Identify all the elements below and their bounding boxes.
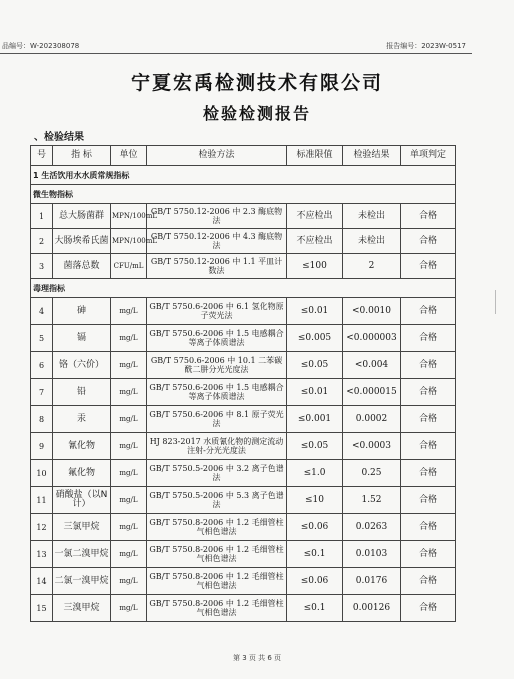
cell-verdict: 合格: [401, 298, 456, 325]
cell-verdict: 合格: [401, 433, 456, 460]
cell-method: GB/T 5750.8-2006 中 1.2 毛细管柱气相色谱法: [147, 595, 287, 622]
col-no: 号: [31, 146, 53, 166]
cell-name: 三氯甲烷: [53, 514, 111, 541]
cell-method: GB/T 5750.6-2006 中 8.1 原子荧光法: [147, 406, 287, 433]
cell-unit: mg/L: [111, 595, 147, 622]
cell-name: 铬（六价）: [53, 352, 111, 379]
cell-method: GB/T 5750.5-2006 中 3.2 离子色谱法: [147, 460, 287, 487]
group-row: [31, 185, 456, 204]
sample-number: 品编号：W-202308078: [2, 42, 80, 50]
report-title: 检验检测报告: [202, 104, 311, 123]
cell-method: GB/T 5750.8-2006 中 1.2 毛细管柱气相色谱法: [147, 514, 287, 541]
cell-name: 氟化物: [53, 460, 111, 487]
cell-limit: ≤0.06: [287, 568, 343, 595]
cell-verdict: 合格: [401, 325, 456, 352]
cell-no: 5: [31, 325, 53, 352]
header-divider: [0, 53, 472, 54]
cell-no: 12: [31, 514, 53, 541]
cell-name: 氰化物: [53, 433, 111, 460]
edge-mark: [495, 290, 500, 314]
cell-result: <0.0003: [343, 433, 401, 460]
table-row: [31, 352, 456, 379]
cell-result: 0.0103: [343, 541, 401, 568]
table-row: [31, 487, 456, 514]
cell-method: GB/T 5750.5-2006 中 5.3 离子色谱法: [147, 487, 287, 514]
cell-method: GB/T 5750.6-2006 中 1.5 电感耦合等离子体质谱法: [147, 379, 287, 406]
cell-unit: mg/L: [111, 433, 147, 460]
cell-no: 15: [31, 595, 53, 622]
report-number: 报告编号：2023W-0517: [386, 42, 466, 50]
cell-verdict: 合格: [401, 568, 456, 595]
cell-name: 三溴甲烷: [53, 595, 111, 622]
cell-verdict: 合格: [401, 352, 456, 379]
cell-name: 汞: [53, 406, 111, 433]
cell-name: 硝酸盐（以N计）: [53, 487, 111, 514]
cell-limit: ≤0.001: [287, 406, 343, 433]
cell-name: 菌落总数: [53, 254, 111, 279]
cell-limit: ≤0.05: [287, 352, 343, 379]
cell-result: 0.00126: [343, 595, 401, 622]
cell-unit: mg/L: [111, 568, 147, 595]
cell-unit: mg/L: [111, 379, 147, 406]
cell-no: 8: [31, 406, 53, 433]
cell-no: 2: [31, 229, 53, 254]
cell-no: 9: [31, 433, 53, 460]
table-row: [31, 514, 456, 541]
results-table: [30, 145, 456, 622]
cell-verdict: 合格: [401, 229, 456, 254]
table-row: [31, 595, 456, 622]
table-row: [31, 433, 456, 460]
cell-limit: ≤0.06: [287, 514, 343, 541]
col-indicator: 指 标: [53, 146, 111, 166]
table-row: [31, 204, 456, 229]
cell-method: HJ 823-2017 水质氰化物的测定流动注射-分光光度法: [147, 433, 287, 460]
cell-unit: mg/L: [111, 325, 147, 352]
table-row: [31, 379, 456, 406]
cell-name: 二氯一溴甲烷: [53, 568, 111, 595]
cell-limit: ≤0.01: [287, 298, 343, 325]
cell-result: <0.000015: [343, 379, 401, 406]
cell-limit: ≤0.01: [287, 379, 343, 406]
cell-no: 10: [31, 460, 53, 487]
cell-verdict: 合格: [401, 379, 456, 406]
cell-no: 1: [31, 204, 53, 229]
cell-unit: MPN/100mL: [111, 229, 147, 254]
cell-unit: mg/L: [111, 487, 147, 514]
group-label: 毒理指标: [31, 279, 456, 298]
cell-verdict: 合格: [401, 487, 456, 514]
cell-no: 7: [31, 379, 53, 406]
cell-no: 13: [31, 541, 53, 568]
cell-name: 镉: [53, 325, 111, 352]
cell-method: GB/T 5750.12-2006 中 2.3 酶底物法: [147, 204, 287, 229]
cell-limit: ≤0.005: [287, 325, 343, 352]
cell-limit: ≤10: [287, 487, 343, 514]
cell-result: 0.25: [343, 460, 401, 487]
table-header-row: [31, 146, 456, 166]
cell-unit: mg/L: [111, 514, 147, 541]
cell-unit: mg/L: [111, 406, 147, 433]
cell-result: 0.0263: [343, 514, 401, 541]
cell-name: 一氯二溴甲烷: [53, 541, 111, 568]
cell-method: GB/T 5750.6-2006 中 6.1 氢化物原子荧光法: [147, 298, 287, 325]
cell-name: 砷: [53, 298, 111, 325]
cell-limit: ≤0.1: [287, 595, 343, 622]
cell-verdict: 合格: [401, 541, 456, 568]
cell-unit: CFU/mL: [111, 254, 147, 279]
table-row: [31, 325, 456, 352]
cell-verdict: 合格: [401, 254, 456, 279]
cell-method: GB/T 5750.12-2006 中 4.3 酶底物法: [147, 229, 287, 254]
col-result: 检验结果: [343, 146, 401, 166]
cell-unit: mg/L: [111, 352, 147, 379]
cell-limit: ≤100: [287, 254, 343, 279]
page-footer: 第 3 页 共 6 页: [232, 654, 282, 662]
cell-name: 大肠埃希氏菌: [53, 229, 111, 254]
cell-no: 6: [31, 352, 53, 379]
col-limit: 标准限值: [287, 146, 343, 166]
cell-verdict: 合格: [401, 460, 456, 487]
cell-limit: ≤0.05: [287, 433, 343, 460]
cell-no: 14: [31, 568, 53, 595]
cell-method: GB/T 5750.8-2006 中 1.2 毛细管柱气相色谱法: [147, 541, 287, 568]
cell-method: GB/T 5750.12-2006 中 1.1 平皿计数法: [147, 254, 287, 279]
cell-name: 铅: [53, 379, 111, 406]
cell-method: GB/T 5750.6-2006 中 1.5 电感耦合等离子体质谱法: [147, 325, 287, 352]
table-row: [31, 254, 456, 279]
cell-no: 4: [31, 298, 53, 325]
cell-method: GB/T 5750.8-2006 中 1.2 毛细管柱气相色谱法: [147, 568, 287, 595]
cell-unit: MPN/100mL: [111, 204, 147, 229]
cell-unit: mg/L: [111, 460, 147, 487]
cell-result: 2: [343, 254, 401, 279]
col-method: 检验方法: [147, 146, 287, 166]
table-row: [31, 568, 456, 595]
company-name: 宁夏宏禹检测技术有限公司: [130, 72, 383, 94]
cell-method: GB/T 5750.6-2006 中 10.1 二苯碳酰二肼分光光度法: [147, 352, 287, 379]
cell-limit: 不应检出: [287, 204, 343, 229]
cell-no: 3: [31, 254, 53, 279]
cell-verdict: 合格: [401, 595, 456, 622]
cell-verdict: 合格: [401, 204, 456, 229]
table-row: [31, 541, 456, 568]
group-label: 微生物指标: [31, 185, 456, 204]
cell-result: <0.004: [343, 352, 401, 379]
cell-verdict: 合格: [401, 406, 456, 433]
section-title: 、检验结果: [34, 132, 84, 143]
cell-limit: ≤0.1: [287, 541, 343, 568]
cell-limit: 不应检出: [287, 229, 343, 254]
cell-result: 0.0002: [343, 406, 401, 433]
cell-limit: ≤1.0: [287, 460, 343, 487]
table-row: [31, 406, 456, 433]
group-row: [31, 166, 456, 185]
cell-result: <0.0010: [343, 298, 401, 325]
cell-result: <0.000003: [343, 325, 401, 352]
group-label: 1 生活饮用水水质常规指标: [31, 166, 456, 185]
table-row: [31, 298, 456, 325]
cell-no: 11: [31, 487, 53, 514]
col-verdict: 单项判定: [401, 146, 456, 166]
cell-result: 0.0176: [343, 568, 401, 595]
col-unit: 单位: [111, 146, 147, 166]
cell-unit: mg/L: [111, 298, 147, 325]
cell-result: 未检出: [343, 229, 401, 254]
cell-unit: mg/L: [111, 541, 147, 568]
cell-result: 1.52: [343, 487, 401, 514]
cell-name: 总大肠菌群: [53, 204, 111, 229]
cell-verdict: 合格: [401, 514, 456, 541]
table-row: [31, 460, 456, 487]
table-row: [31, 229, 456, 254]
group-row: [31, 279, 456, 298]
cell-result: 未检出: [343, 204, 401, 229]
